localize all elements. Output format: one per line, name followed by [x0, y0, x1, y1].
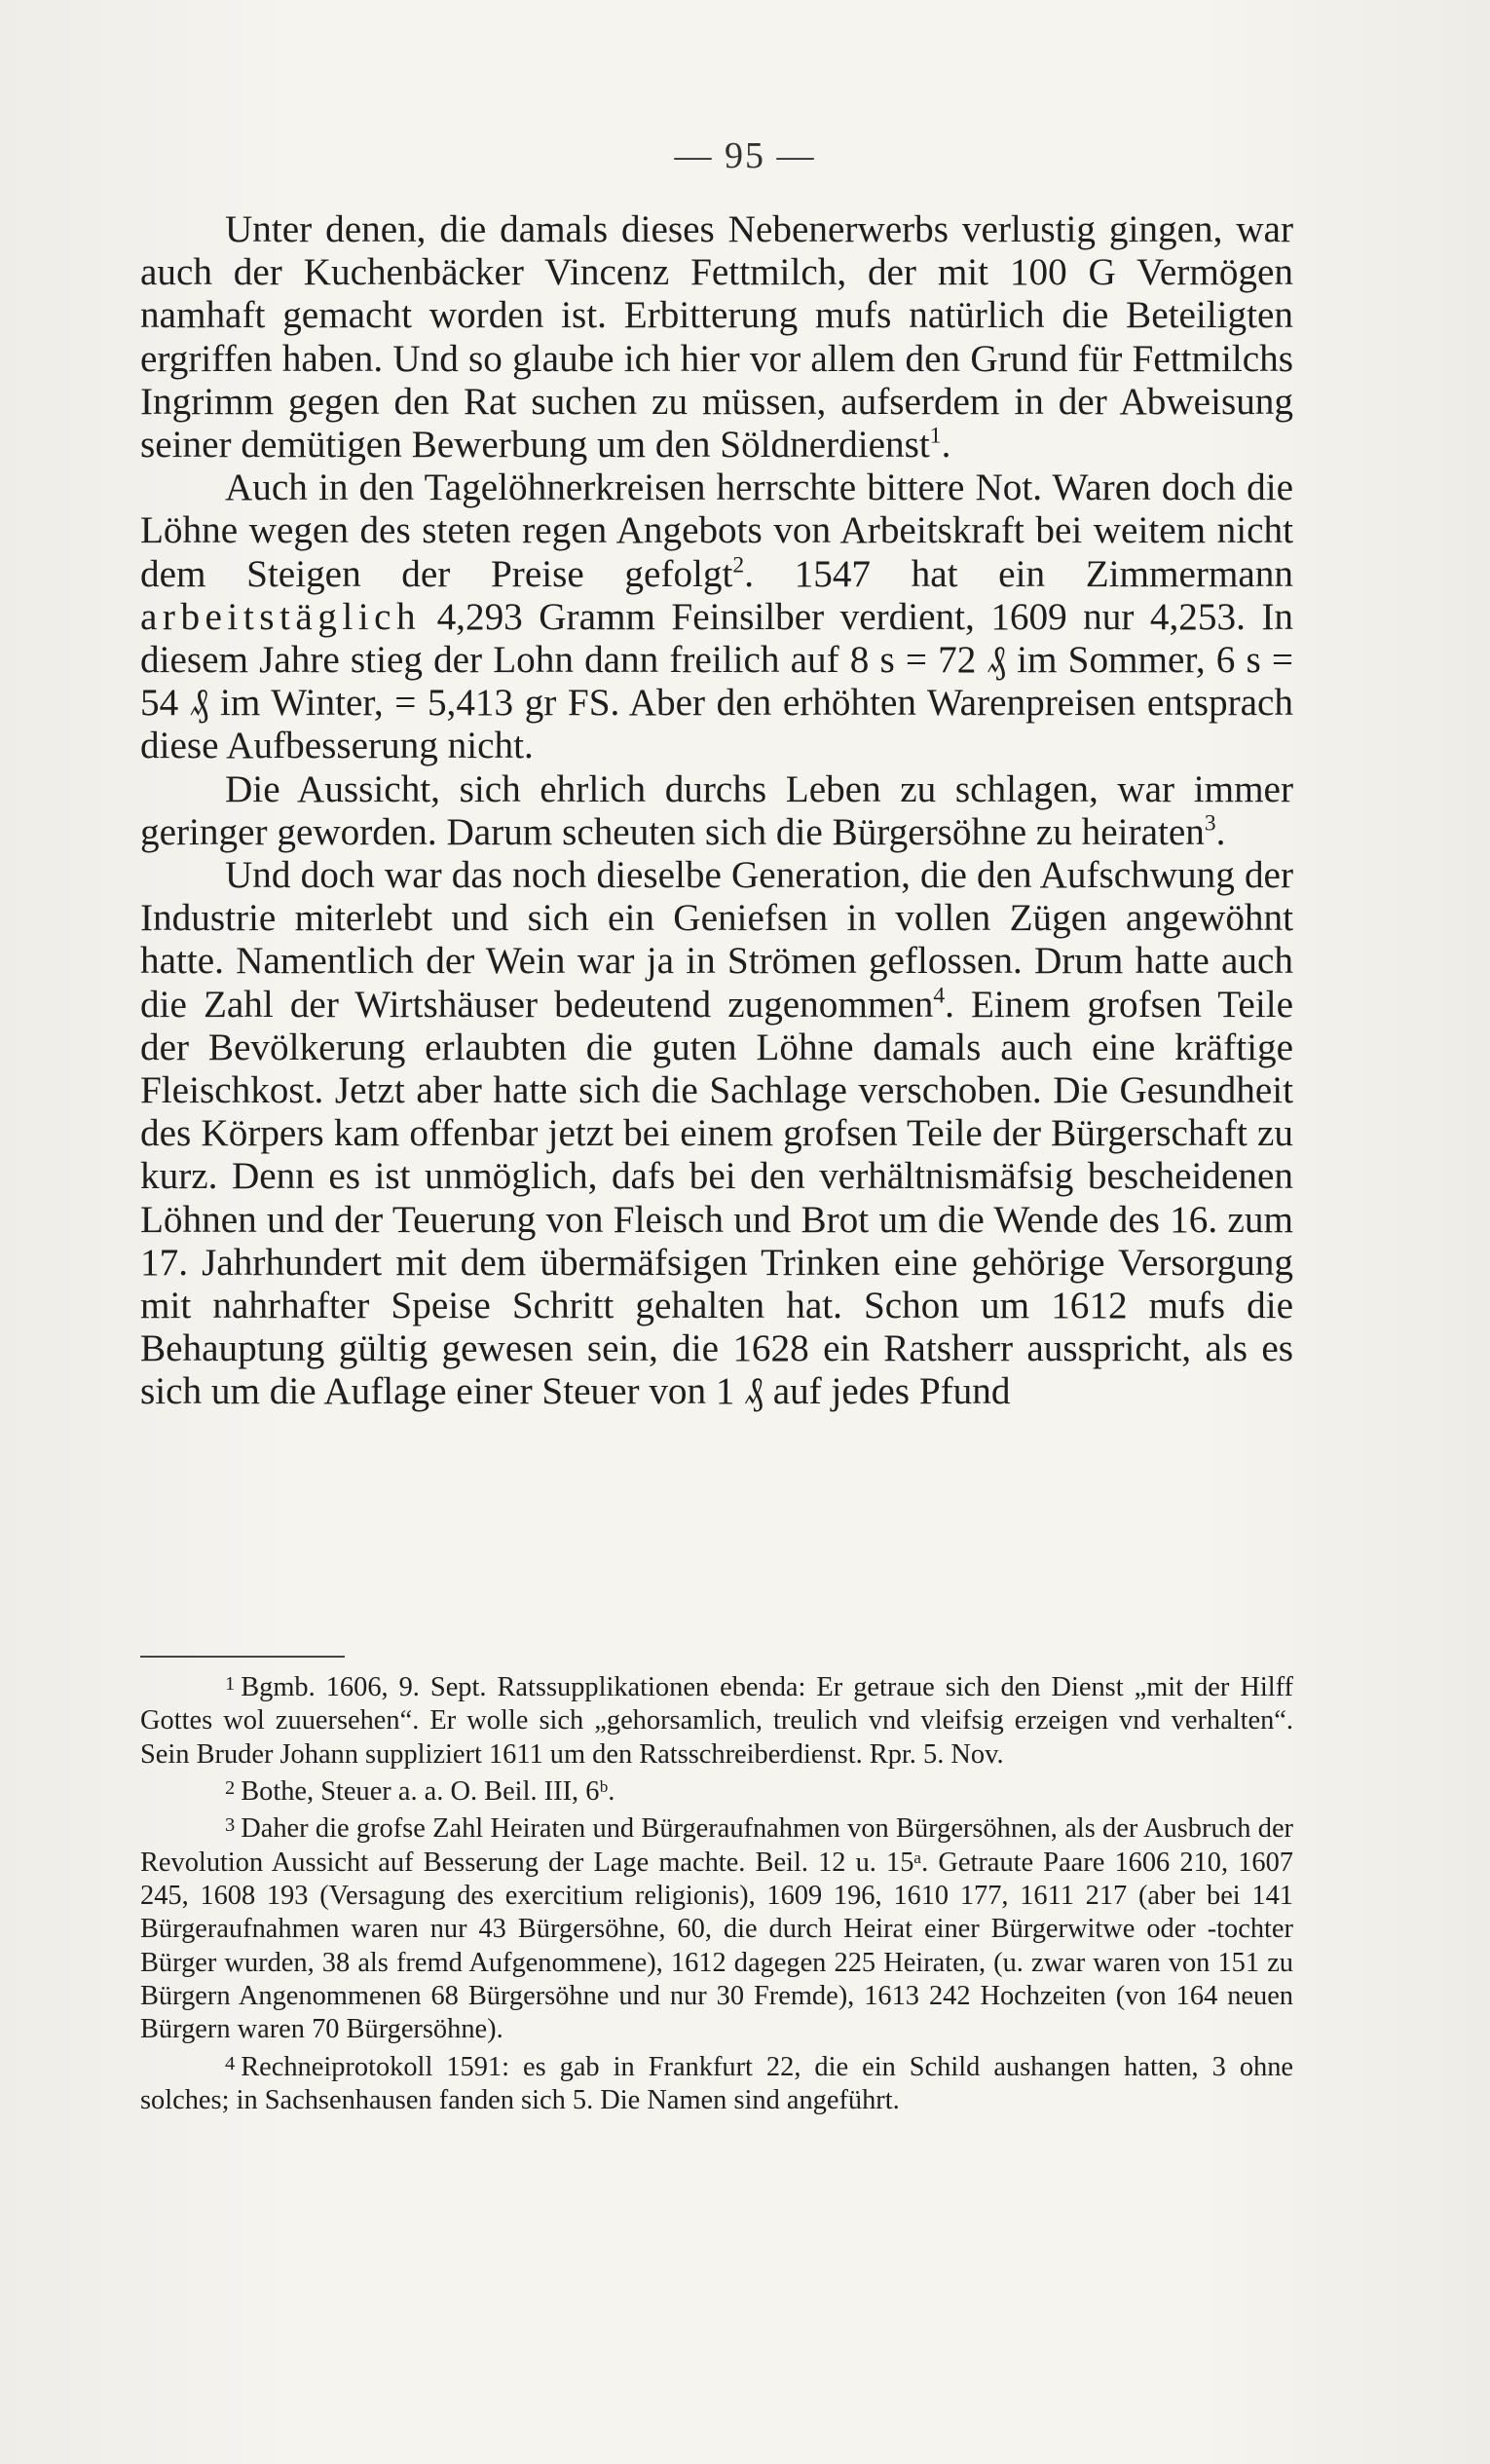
paragraph-text: Unter denen, die damals dieses Nebenerwerbs verlustig gingen, war auch der Kuchenbäcker Vincenz Fettmilch, der mit 100 G Vermögen namhaft gemacht worden ist. Erbitterung mufs natürlich die Beteiligten ergriffen haben. Und so glaube ich hier vor allem den Grund für Fettmilchs Ingrimm gegen den Rat suchen zu müssen, aufserdem in der Abweisung seiner demütigen Bewerbung um den Söldnerdienst — [140, 208, 1293, 467]
footnote-text: Rechneiprotokoll 1591: es gab in Frankfurt 22, die ein Schild aushangen hatten, 3 ohne solches; in Sachsenhausen fanden sich 5. Die Namen sind angeführt. — [140, 2051, 1293, 2116]
footnote-ref-2[interactable]: 2 — [732, 552, 745, 579]
paragraph-text: Auch in den Tagelöhnerkreisen herrschte bittere Not. Waren doch die Löhne wegen des steten regen Angebots von Arbeitskraft bei weitem nicht dem Steigen der Preise gefolgt — [140, 467, 1293, 595]
paragraph-text: Die Aussicht, sich ehrlich durchs Leben zu schlagen, war immer geringer geworden. Darum scheuten sich die Bürgersöhne zu heiraten — [140, 767, 1293, 853]
footnote-mark: 3 — [225, 1814, 236, 1837]
footnote-text: Daher die grofse Zahl Heiraten und Bürgeraufnahmen von Bürgersöhnen, als der Ausbruch der Revolution Aussicht auf Besserung der Lage machte. Beil. 12 u. 15ᵃ. Getraute Paare 1606 210, 1607 245, 1608 193 (Versagung des exercitium religionis), 1609 196, 1610 177, 1611 217 (aber bei 141 Bürgeraufnahmen waren nur 43 Bürgersöhne, 60, die durch Heirat einer Bürgerwitwe oder -tochter Bürger wurden, 38 als fremd Aufgenommene), 1612 dagegen 225 Heiraten, (u. zwar waren von 151 zu Bürgern Angenommenen 68 Bürgersöhne und nur 30 Fremde), 1613 242 Hochzeiten (von 164 neuen Bürgern waren 70 Bürgersöhne). — [140, 1813, 1293, 2045]
footnote-2 — [140, 1772, 1293, 1809]
paragraph-text-end: 4,293 Gramm Feinsilber verdient, 1609 nur 4,253. In diesem Jahre stieg der Lohn dann freilich auf 8 s = 72 ₰ im Sommer, 6 s = 54 ₰ im Winter, = 5,413 gr FS. Aber den erhöhten Warenpreisen entsprach diese Aufbesserung nicht. — [140, 595, 1293, 767]
footnote-ref-1[interactable]: 1 — [929, 423, 942, 449]
footnote-mark: 4 — [225, 2052, 236, 2074]
footnote-text: Bgmb. 1606, 9. Sept. Ratssupplikationen ebenda: Er getraue sich den Dienst „mit der Hilff Gottes wol zuuersehen“. Er wolle sich „gehorsamlich, treulich vnd vleifsig erzeigen vnd verhalten“. Sein Bruder Johann suppliziert 1611 um den Ratsschreiberdienst. Rpr. 5. Nov. — [140, 1672, 1293, 1770]
footnote-mark: 2 — [225, 1777, 236, 1800]
main-text — [140, 208, 1293, 1414]
footnote-text: Bothe, Steuer a. a. O. Beil. III, 6ᵇ. — [241, 1776, 615, 1808]
paragraph-text: Und doch war das noch dieselbe Generation, die den Aufschwung der Industrie miterlebt und sich ein Geniefsen in vollen Zügen angewöhnt hatte. Namentlich der Wein war ja in Strömen geflossen. Drum hatte auch die Zahl der Wirtshäuser bedeutend zugenommen — [140, 854, 1293, 1026]
footnote-ref-4[interactable]: 4 — [933, 983, 946, 1009]
footnote-1 — [140, 1667, 1293, 1772]
paragraph-3 — [140, 768, 1293, 854]
footnote-mark: 1 — [225, 1673, 236, 1695]
paragraph-text-end: . — [941, 424, 951, 467]
paragraph-4 — [140, 854, 1293, 1414]
page-number: — 95 — — [674, 135, 816, 176]
paragraph-text-end: . — [1215, 810, 1226, 853]
paragraph-text-end: . Einem grofsen Teile der Bevölkerung erlaubten die guten Löhne damals auch eine kräftige Fleischkost. Jetzt aber hatte sich die Sachlage verschoben. Die Gesundheit des Körpers kam offenbar jetzt bei einem grofsen Teile der Bürgerschaft zu kurz. Denn es ist unmöglich, dafs bei den verhältnismäfsig bescheidenen Löhnen und der Teuerung von Fleisch und Brot um die Wende des 16. zum 17. Jahrhundert mit dem übermäfsigen Trinken eine gehörige Versorgung mit nahrhafter Speise Schritt gehalten hat. Schon um 1612 mufs die Behauptung gültig gewesen sein, die 1628 ein Ratsherr ausspricht, als es sich um die Auflage einer Steuer von 1 ₰ auf jedes Pfund — [140, 983, 1293, 1413]
footnote-ref-3[interactable]: 3 — [1204, 810, 1216, 837]
footnotes — [140, 1667, 1293, 2117]
emphasized-word: arbeitstäglich — [140, 595, 422, 638]
footnote-divider — [140, 1656, 345, 1658]
footnote-3 — [140, 1809, 1293, 2046]
paragraph-text-mid: . 1547 hat ein Zimmermann — [744, 552, 1293, 595]
paragraph-1 — [140, 208, 1293, 467]
footnote-4 — [140, 2047, 1293, 2118]
paragraph-2 — [140, 467, 1293, 767]
